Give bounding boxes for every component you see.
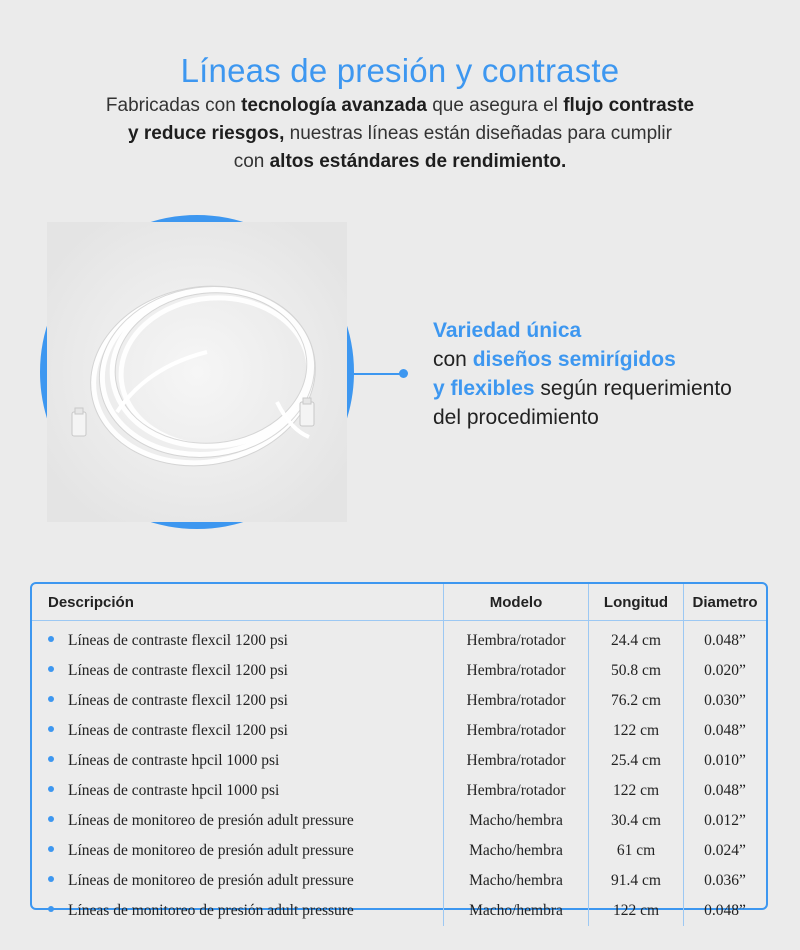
header-modelo: Modelo xyxy=(444,584,589,621)
intro-highlight: flujo contraste xyxy=(563,95,695,116)
cell-longitud: 76.2 cm xyxy=(589,686,684,716)
cell-longitud: 122 cm xyxy=(589,896,684,926)
row-description: Líneas de monitoreo de presión adult pressure xyxy=(68,902,354,919)
callout-highlight: y flexibles xyxy=(433,377,535,400)
callout-text: del procedimiento xyxy=(433,406,599,429)
header-diametro: Diametro xyxy=(684,584,767,621)
cell-descripcion xyxy=(32,746,444,776)
connector-right-icon xyxy=(300,398,314,426)
row-description: Líneas de contraste hpcil 1000 psi xyxy=(68,752,280,769)
cell-modelo: Hembra/rotador xyxy=(444,621,589,657)
cell-modelo: Hembra/rotador xyxy=(444,776,589,806)
bullet-icon xyxy=(48,636,54,642)
callout-connector-line xyxy=(347,373,403,375)
cell-descripcion xyxy=(32,776,444,806)
cell-longitud: 122 cm xyxy=(589,716,684,746)
intro-text: Fabricadas con xyxy=(105,95,242,116)
table-row xyxy=(32,746,766,776)
bullet-icon xyxy=(48,876,54,882)
cell-diametro: 0.036” xyxy=(704,872,746,889)
bullet-icon xyxy=(48,816,54,822)
intro-highlight: tecnología avanzada xyxy=(241,95,427,116)
product-image-frame xyxy=(40,215,354,529)
cell-diametro: 0.048” xyxy=(704,902,746,919)
cell-modelo: Macho/hembra xyxy=(444,866,589,896)
table-row xyxy=(32,656,766,686)
row-description: Líneas de contraste flexcil 1200 psi xyxy=(68,662,288,679)
cell-diametro: 0.048” xyxy=(704,632,746,649)
callout-text: con xyxy=(433,348,473,371)
intro-highlight: altos estándares de rendimiento. xyxy=(269,151,567,172)
bullet-icon xyxy=(48,726,54,732)
table-row xyxy=(32,776,766,806)
cell-modelo: Hembra/rotador xyxy=(444,656,589,686)
row-description: Líneas de contraste flexcil 1200 psi xyxy=(68,632,288,649)
callout-text: según requerimiento xyxy=(534,377,732,400)
cell-descripcion xyxy=(32,806,444,836)
bullet-icon xyxy=(48,786,54,792)
cell-diametro: 0.012” xyxy=(704,812,746,829)
cell-longitud: 30.4 cm xyxy=(589,806,684,836)
cell-modelo: Macho/hembra xyxy=(444,836,589,866)
cell-longitud: 50.8 cm xyxy=(589,656,684,686)
cell-longitud: 61 cm xyxy=(589,836,684,866)
table-row xyxy=(32,836,766,866)
cell-longitud: 91.4 cm xyxy=(589,866,684,896)
row-description: Líneas de contraste hpcil 1000 psi xyxy=(68,782,280,799)
table-row xyxy=(32,621,766,657)
cell-descripcion xyxy=(32,621,444,657)
cell-modelo: Hembra/rotador xyxy=(444,746,589,776)
cell-diametro: 0.020” xyxy=(704,662,746,679)
product-table xyxy=(30,582,768,919)
header-descripcion: Descripción xyxy=(32,584,444,621)
cell-diametro: 0.010” xyxy=(704,752,746,769)
cell-modelo: Hembra/rotador xyxy=(444,686,589,716)
row-description: Líneas de contraste flexcil 1200 psi xyxy=(68,692,288,709)
intro-highlight: y reduce riesgos, xyxy=(128,123,285,144)
tubing-coil-image xyxy=(47,222,347,522)
bullet-icon xyxy=(48,756,54,762)
cell-diametro: 0.048” xyxy=(704,782,746,799)
row-description: Líneas de monitoreo de presión adult pressure xyxy=(68,812,354,829)
cell-diametro: 0.048” xyxy=(704,722,746,739)
cell-diametro: 0.024” xyxy=(704,842,746,859)
cell-modelo: Macho/hembra xyxy=(444,806,589,836)
cell-longitud: 25.4 cm xyxy=(589,746,684,776)
cell-longitud: 24.4 cm xyxy=(589,621,684,657)
header-longitud: Longitud xyxy=(589,584,684,621)
cell-descripcion xyxy=(32,896,444,926)
cell-descripcion xyxy=(32,866,444,896)
bullet-icon xyxy=(48,846,54,852)
feature-callout xyxy=(433,316,793,432)
bullet-icon xyxy=(48,696,54,702)
page-title: Líneas de presión y contraste xyxy=(180,52,620,90)
cell-diametro: 0.030” xyxy=(704,692,746,709)
bullet-icon xyxy=(48,906,54,912)
intro-text: nuestras líneas están diseñadas para cumplir xyxy=(284,123,672,144)
callout-highlight: Variedad única xyxy=(433,319,582,342)
cell-descripcion xyxy=(32,656,444,686)
cell-descripcion xyxy=(32,686,444,716)
table-row xyxy=(32,866,766,896)
cell-descripcion xyxy=(32,836,444,866)
table-row xyxy=(32,806,766,836)
cell-longitud: 122 cm xyxy=(589,776,684,806)
row-description: Líneas de contraste flexcil 1200 psi xyxy=(68,722,288,739)
bullet-icon xyxy=(48,666,54,672)
table-row xyxy=(32,686,766,716)
callout-connector-dot xyxy=(399,369,408,378)
callout-highlight: diseños semirígidos xyxy=(472,348,676,371)
row-description: Líneas de monitoreo de presión adult pressure xyxy=(68,842,354,859)
table-row xyxy=(32,716,766,746)
intro-text: con xyxy=(233,151,270,172)
table-body xyxy=(32,621,766,927)
specs-table xyxy=(32,584,766,926)
cell-modelo: Hembra/rotador xyxy=(444,716,589,746)
cell-descripcion xyxy=(32,716,444,746)
intro-paragraph xyxy=(40,92,760,176)
row-description: Líneas de monitoreo de presión adult pressure xyxy=(68,872,354,889)
table-row xyxy=(32,896,766,926)
cell-modelo: Macho/hembra xyxy=(444,896,589,926)
intro-text: que asegura el xyxy=(426,95,564,116)
table-header-row xyxy=(32,584,766,621)
connector-left-icon xyxy=(72,408,86,436)
